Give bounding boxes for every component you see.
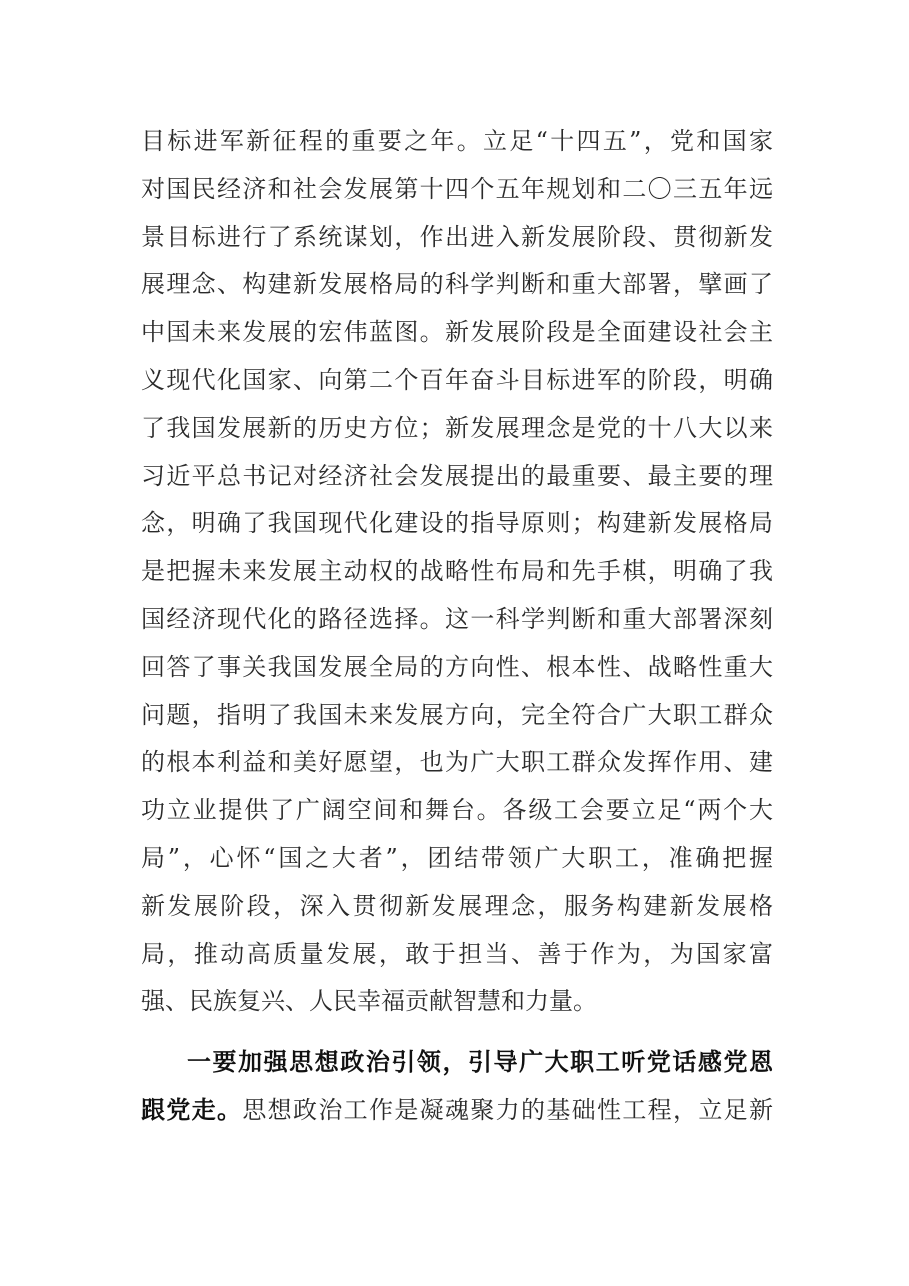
paragraph-line: 展理念、构建新发展格局的科学判断和重大部署，擘画了 <box>141 270 773 299</box>
body-text <box>141 118 773 1135</box>
paragraph-line: 问题，指明了我国未来发展方向，完全符合广大职工群众 <box>141 700 773 729</box>
paragraph-line: 的根本利益和美好愿望，也为广大职工群众发挥作用、建 <box>141 748 773 777</box>
paragraph-line: 念，明确了我国现代化建设的指导原则；构建新发展格局 <box>141 509 773 538</box>
paragraph-line: 目标进军新征程的重要之年。立足“十四五”，党和国家 <box>141 127 773 155</box>
section-heading-tail: 跟党走。 <box>141 1095 243 1124</box>
paragraph-line: 局”，心怀“国之大者”，团结带领广大职工，准确把握 <box>141 843 773 872</box>
paragraph-line: 景目标进行了系统谋划，作出进入新发展阶段、贯彻新发 <box>141 222 773 251</box>
paragraph-line: 功立业提供了广阔空间和舞台。各级工会要立足“两个大 <box>141 796 773 825</box>
paragraph-line <box>141 1087 773 1135</box>
paragraph-line: 局，推动高质量发展，敢于担当、善于作为，为国家富 <box>141 939 773 968</box>
paragraph-line: 对国民经济和社会发展第十四个五年规划和二〇三五年远 <box>141 174 773 203</box>
paragraph-line: 中国未来发展的宏伟蓝图。新发展阶段是全面建设社会主 <box>141 318 773 347</box>
paragraph-line: 是把握未来发展主动权的战略性布局和先手棋，明确了我 <box>141 557 773 586</box>
paragraph-line: 了我国发展新的历史方位；新发展理念是党的十八大以来 <box>141 413 773 442</box>
paragraph-line: 习近平总书记对经济社会发展提出的最重要、最主要的理 <box>141 461 773 490</box>
paragraph-gap <box>141 1026 773 1039</box>
paragraph-line: 强、民族复兴、人民幸福贡献智慧和力量。 <box>141 987 597 1016</box>
paragraph-line: 国经济现代化的路径选择。这一科学判断和重大部署深刻 <box>141 604 773 633</box>
paragraph-line: 回答了事关我国发展全局的方向性、根本性、战略性重大 <box>141 652 773 681</box>
paragraph-line: 新发展阶段，深入贯彻新发展理念，服务构建新发展格 <box>141 891 773 920</box>
paragraph-text: 思想政治工作是凝魂聚力的基础性工程，立足新 <box>242 1095 774 1124</box>
section-heading-line: 一要加强思想政治引领，引导广大职工听党话感党恩 <box>187 1048 773 1077</box>
paragraph-line: 义现代化国家、向第二个百年奋斗目标进军的阶段，明确 <box>141 365 773 394</box>
